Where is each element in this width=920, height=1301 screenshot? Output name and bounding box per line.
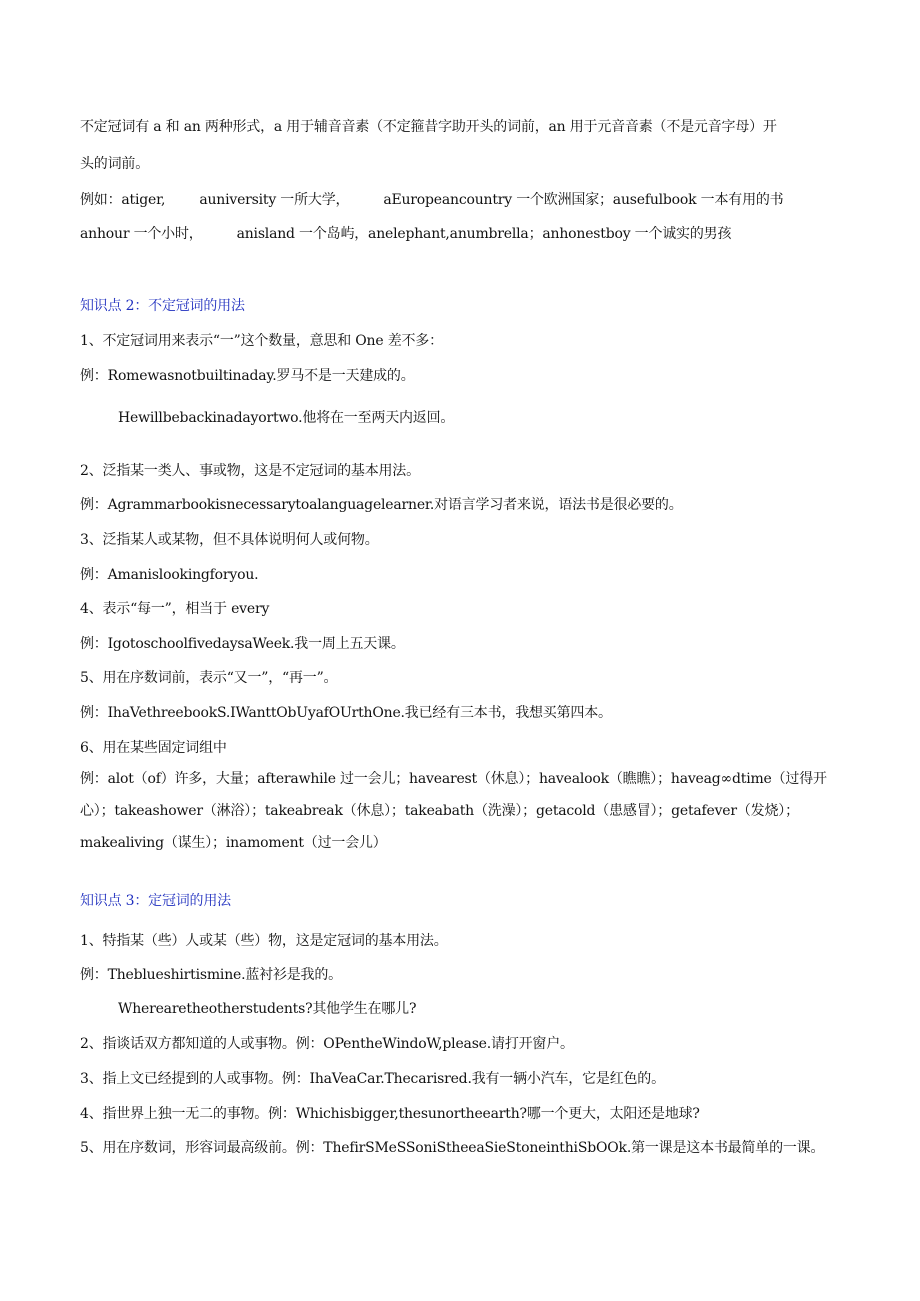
rule-title: 4、表示“每一”，相当于 every [80,601,270,617]
example-item: anisland 一个岛屿，anelephant,anumbrella；anhonestboy 一个诚实的男孩 [236,226,732,242]
rule-title: 3、指上文已经提到的人或事物。例：IhaVeaCar.Thecarisred.我有一辆小汽车，它是红色的。 [80,1071,665,1087]
rule-example: Hewillbebackinadayortwo.他将在一至两天内返回。 [118,410,455,426]
rule-title: 1、特指某（些）人或某（些）物，这是定冠词的基本用法。 [80,933,448,949]
intro-line-2: 头的词前。 [80,156,149,172]
rule-title: 2、指谈话双方都知道的人或事物。例：OPentheWindoW,please.请打开窗户。 [80,1036,574,1052]
rule-example: 例：Agrammarbookisnecessarytoalanguagelearner.对语言学习者来说，语法书是很必要的。 [80,497,683,513]
example-label: 例如： [80,192,122,208]
rule-title: 5、用在序数词，形容词最高级前。例：ThefirSMeSSoniStheeaSieStoneinthiSbOOk.第一课是这本书最简单的一课。 [80,1140,825,1156]
example-item: aEuropeancountry 一个欧洲国家；ausefulbook 一本有用的书 [383,192,784,208]
intro-examples-row-2 [80,224,842,244]
rule-example: 例：alot（of）许多，大量；afterawhile 过一会儿；havearest（休息）；havealook（瞧瞧）；haveag∞dtime（过得开心）；takeashower（淋浴）；takeabreak（休息）；takeabath（洗澡）；getacold（患感冒）；getafever（发烧）；makealiving（谋生）；inamoment（过一会儿） [80,771,827,851]
intro-examples-row-1 [80,190,842,210]
rule-title: 1、不定冠词用来表示“一”这个数量，意思和 One 差不多： [80,333,443,349]
example-item: auniversity 一所大学， [199,192,350,208]
rule-example: 例：Amanislookingforyou. [80,567,259,583]
section-heading: 知识点 3：定冠词的用法 [80,893,231,909]
rule-title: 4、指世界上独一无二的事物。例：Whichisbigger,thesunortheearth?哪一个更大，太阳还是地球? [80,1106,700,1122]
rule-title: 6、用在某些固定词组中 [80,740,227,756]
rule-example: 例：IhaVethreebookS.IWanttObUyafOUrthOne.我已经有三本书，我想买第四本。 [80,705,612,721]
rule-title: 5、用在序数词前，表示“又一”，“再一”。 [80,670,338,686]
example-item: anhour 一个小时， [80,226,203,242]
rule-example: Wherearetheotherstudents?其他学生在哪儿? [118,1001,417,1017]
rule-example: 例：Theblueshirtismine.蓝衬衫是我的。 [80,967,342,983]
rule-example: 例：Romewasnotbuiltinaday.罗马不是一天建成的。 [80,368,415,384]
rule-title: 2、泛指某一类人、事或物，这是不定冠词的基本用法。 [80,463,420,479]
example-item: atiger, [121,192,166,208]
intro-line-1: 不定冠词有 a 和 an 两种形式，a 用于辅音音素（不定箍昔字助开头的词前，an 用于元音音素（不是元音字母）开 [80,119,777,135]
section-heading: 知识点 2：不定冠词的用法 [80,298,245,314]
rule-example: 例：IgotoschoolfivedaysaWeek.我一周上五天课。 [80,636,405,652]
rule-title: 3、泛指某人或某物，但不具体说明何人或何物。 [80,532,379,548]
